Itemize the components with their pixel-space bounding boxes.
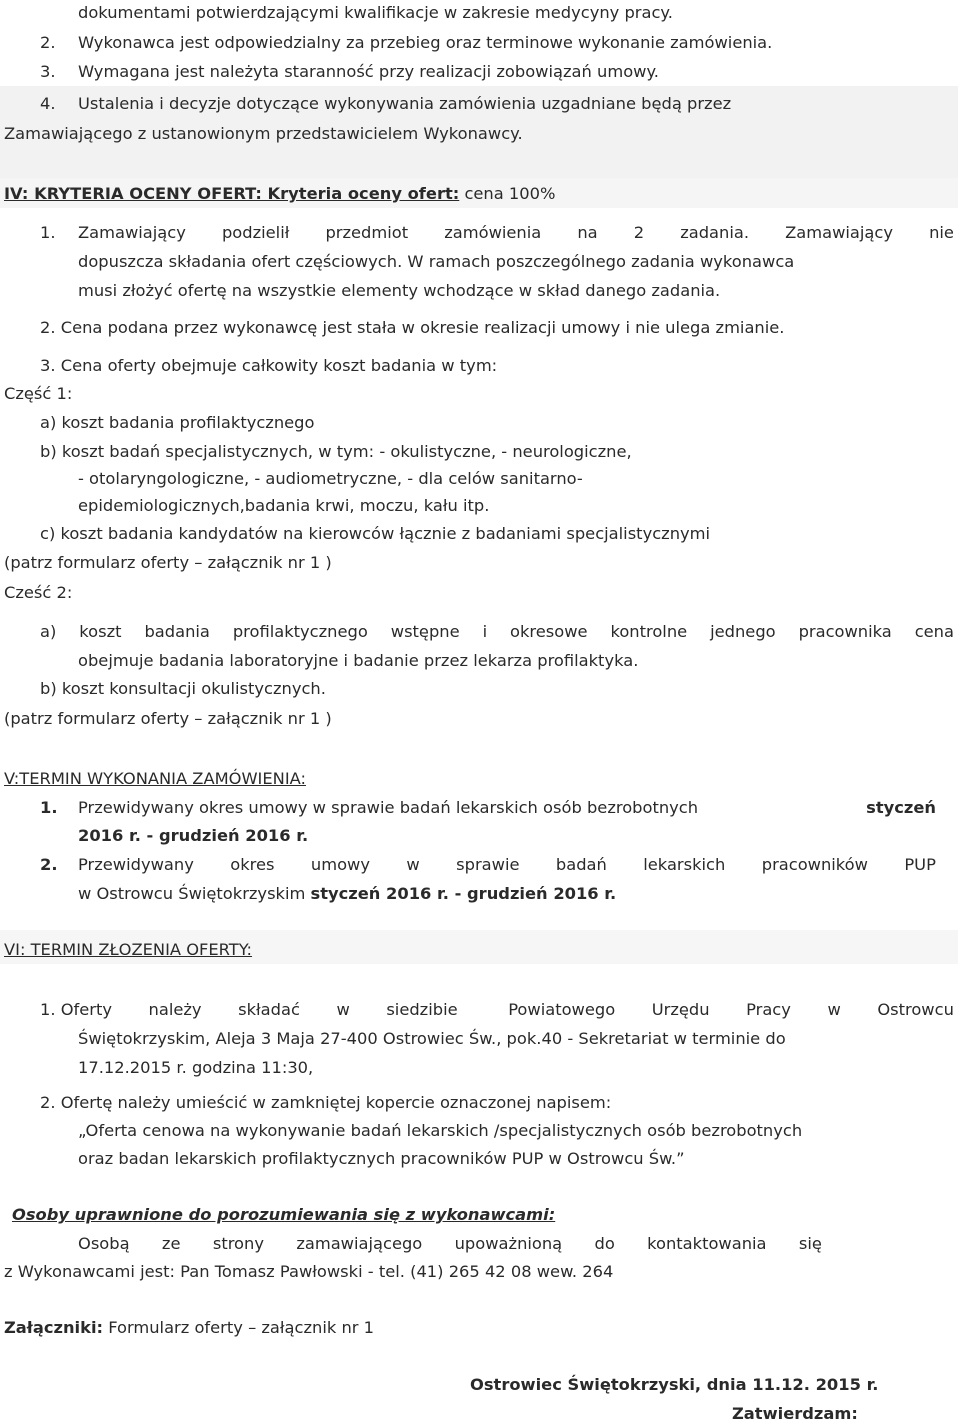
vi-item-1-line-2: Świętokrzyskim, Aleja 3 Maja 27-400 Ostrowiec Św., pok.40 - Sekretariat w terminie do (78, 1029, 786, 1048)
word: cena (914, 622, 954, 641)
word: zamawiającego (296, 1234, 423, 1253)
item-date-start: styczeń (866, 798, 936, 817)
attachments-line (4, 1315, 374, 1341)
attachments-text: Formularz oferty – załącznik nr 1 (103, 1318, 375, 1337)
part-1-b-line-2: - otolaryngologiczne, - audiometryczne, - dla celów sanitarno- (78, 469, 583, 488)
part-1-a: a) koszt badania profilaktycznego (40, 413, 315, 432)
part-2-a-line-2: obejmuje badania laboratoryjne i badanie przez lekarza profilaktyka. (78, 651, 639, 670)
word: siedzibie (386, 1000, 458, 1019)
vi-item-2: 2. Ofertę należy umieścić w zamkniętej kopercie oznaczonej napisem: (40, 1093, 612, 1112)
iv-item-2: 2. Cena podana przez wykonawcę jest stała w okresie realizacji umowy i nie ulega zmianie. (40, 318, 785, 337)
envelope-label-line-1: „Oferta cenowa na wykonywanie badań lekarskich /specjalistycznych osób bezrobotnych (78, 1121, 803, 1140)
line-qualifications: dokumentami potwierdzającymi kwalifikacje w zakresie medycyny pracy. (78, 3, 673, 22)
word: kontrolne (610, 622, 688, 641)
word: nie (929, 223, 954, 242)
part-2-label: Cześć 2: (4, 583, 73, 602)
word: PUP (904, 855, 936, 874)
word: Powiatowego (508, 1000, 616, 1019)
word: koszt (79, 622, 122, 641)
iv-item-1-line-2 (78, 249, 794, 275)
word: kontaktowania (647, 1234, 767, 1253)
heading-text: VI: TERMIN ZŁOZENIA OFERTY: (4, 940, 253, 959)
part-1-reference: (patrz formularz oferty – załącznik nr 1 ) (4, 553, 332, 572)
word: przedmiot (325, 223, 409, 242)
word: na (577, 223, 598, 242)
vi-item-1 (40, 997, 954, 1023)
word: upoważnioną (454, 1234, 563, 1253)
item-text: Wykonawca jest odpowiedzialny za przebieg oraz terminowe wykonanie zamówienia. (78, 33, 773, 52)
word: badań (555, 855, 607, 874)
word: w (827, 1000, 841, 1019)
item-number: 2. (40, 33, 56, 52)
part-1-c: c) koszt badania kandydatów na kierowców łącznie z badaniami specjalistycznymi (40, 524, 711, 543)
word: strony (212, 1234, 264, 1253)
vi-item-1-line-3: 17.12.2015 r. godzina 11:30, (78, 1058, 314, 1077)
word: Zamawiający (785, 223, 893, 242)
item-text: Wymagana jest należyta staranność przy realizacji zobowiązań umowy. (78, 62, 659, 81)
word: ze (161, 1234, 181, 1253)
word: badania (144, 622, 210, 641)
item-number: 4. (40, 94, 56, 113)
word: pracownika (798, 622, 892, 641)
contact-heading (12, 1202, 555, 1228)
text: W ramach poszczególnego zadania wykonawca (402, 252, 795, 271)
part-2-a (40, 619, 954, 645)
word: okres (230, 855, 275, 874)
part-1-label: Część 1: (4, 384, 73, 403)
word: zamówienia (444, 223, 542, 242)
word: Urzędu (651, 1000, 710, 1019)
word: się (798, 1234, 822, 1253)
v-item-1 (40, 795, 936, 821)
section-iv-heading (4, 181, 555, 207)
word: profilaktycznego (232, 622, 368, 641)
word: Przewidywany (78, 855, 194, 874)
word: zadania. (680, 223, 750, 242)
item-4-continued: Zamawiającego z ustanowionym przedstawicielem Wykonawcy. (4, 124, 523, 143)
word: należy (148, 1000, 202, 1019)
item-number: 3. (40, 62, 56, 81)
heading-bold: IV: KRYTERIA OCENY OFERT: Kryteria oceny ofert: (4, 184, 460, 203)
word: okresowe (510, 622, 588, 641)
word: wstępne (390, 622, 460, 641)
item-2 (40, 30, 773, 56)
word: do (594, 1234, 615, 1253)
word: pracowników (761, 855, 868, 874)
contact-line-1 (78, 1231, 822, 1257)
text: w Ostrowcu Świętokrzyskim (78, 884, 311, 903)
heading-text: Osoby uprawnione do porozumiewania się z wykonawcami: (12, 1205, 556, 1224)
section-vi-heading (4, 937, 252, 963)
word: 2 (633, 223, 645, 242)
word: w (336, 1000, 350, 1019)
approval-label: Zatwierdzam: (732, 1404, 858, 1423)
word: umowy (310, 855, 370, 874)
item-4 (40, 91, 732, 117)
v-item-2-line-2 (78, 881, 616, 907)
word: Pracy (746, 1000, 791, 1019)
item-number: 2. (40, 855, 58, 874)
word: lekarskich (643, 855, 726, 874)
part-2-b: b) koszt konsultacji okulistycznych. (40, 679, 326, 698)
word: Osobą (78, 1234, 130, 1253)
word: 1. Oferty (40, 1000, 112, 1019)
item-3 (40, 59, 659, 85)
item-text: Przewidywany okres umowy w sprawie badań lekarskich osób bezrobotnych (78, 798, 699, 817)
item-number: 1. (40, 798, 58, 817)
part-1-b-line-3: epidemiologicznych,badania krwi, moczu, kału itp. (78, 496, 490, 515)
word: sprawie (456, 855, 520, 874)
item-text: Ustalenia i decyzje dotyczące wykonywania zamówienia uzgadniane będą przez (78, 94, 732, 113)
word: składać (238, 1000, 300, 1019)
word: jednego (710, 622, 776, 641)
word: podzielił (221, 223, 290, 242)
v-item-2 (40, 852, 936, 878)
heading-rest: cena 100% (459, 184, 556, 203)
item-dates: styczeń 2016 r. - grudzień 2016 r. (310, 884, 617, 903)
text: dopuszcza składania ofert częściowych. (78, 252, 403, 271)
place-date: Ostrowiec Świętokrzyski, dnia 11.12. 2015 r. (470, 1375, 879, 1394)
attachments-label: Załączniki: (4, 1318, 104, 1337)
contact-line-2: z Wykonawcami jest: Pan Tomasz Pawłowski - tel. (41) 265 42 08 wew. 264 (4, 1262, 614, 1281)
section-v-heading (4, 766, 306, 792)
envelope-label-line-2: oraz badan lekarskich profilaktycznych pracowników PUP w Ostrowcu Św.” (78, 1149, 685, 1168)
part-1-b: b) koszt badań specjalistycznych, w tym: - okulistyczne, - neurologiczne, (40, 442, 632, 461)
v-item-1-dates: 2016 r. - grudzień 2016 r. (78, 826, 309, 845)
iv-item-1-line-3: musi złożyć ofertę na wszystkie elementy wchodzące w skład danego zadania. (78, 281, 721, 300)
word: w (406, 855, 420, 874)
heading-text: V:TERMIN WYKONANIA ZAMÓWIENIA: (4, 769, 306, 788)
word: i (482, 622, 488, 641)
word: Ostrowcu (877, 1000, 954, 1019)
word: Zamawiający (78, 223, 186, 242)
iv-item-3: 3. Cena oferty obejmuje całkowity koszt badania w tym: (40, 356, 498, 375)
item-number: 1. (40, 223, 56, 242)
word: a) (40, 622, 57, 641)
iv-item-1-line-1 (40, 220, 954, 246)
part-2-reference: (patrz formularz oferty – załącznik nr 1 ) (4, 709, 332, 728)
